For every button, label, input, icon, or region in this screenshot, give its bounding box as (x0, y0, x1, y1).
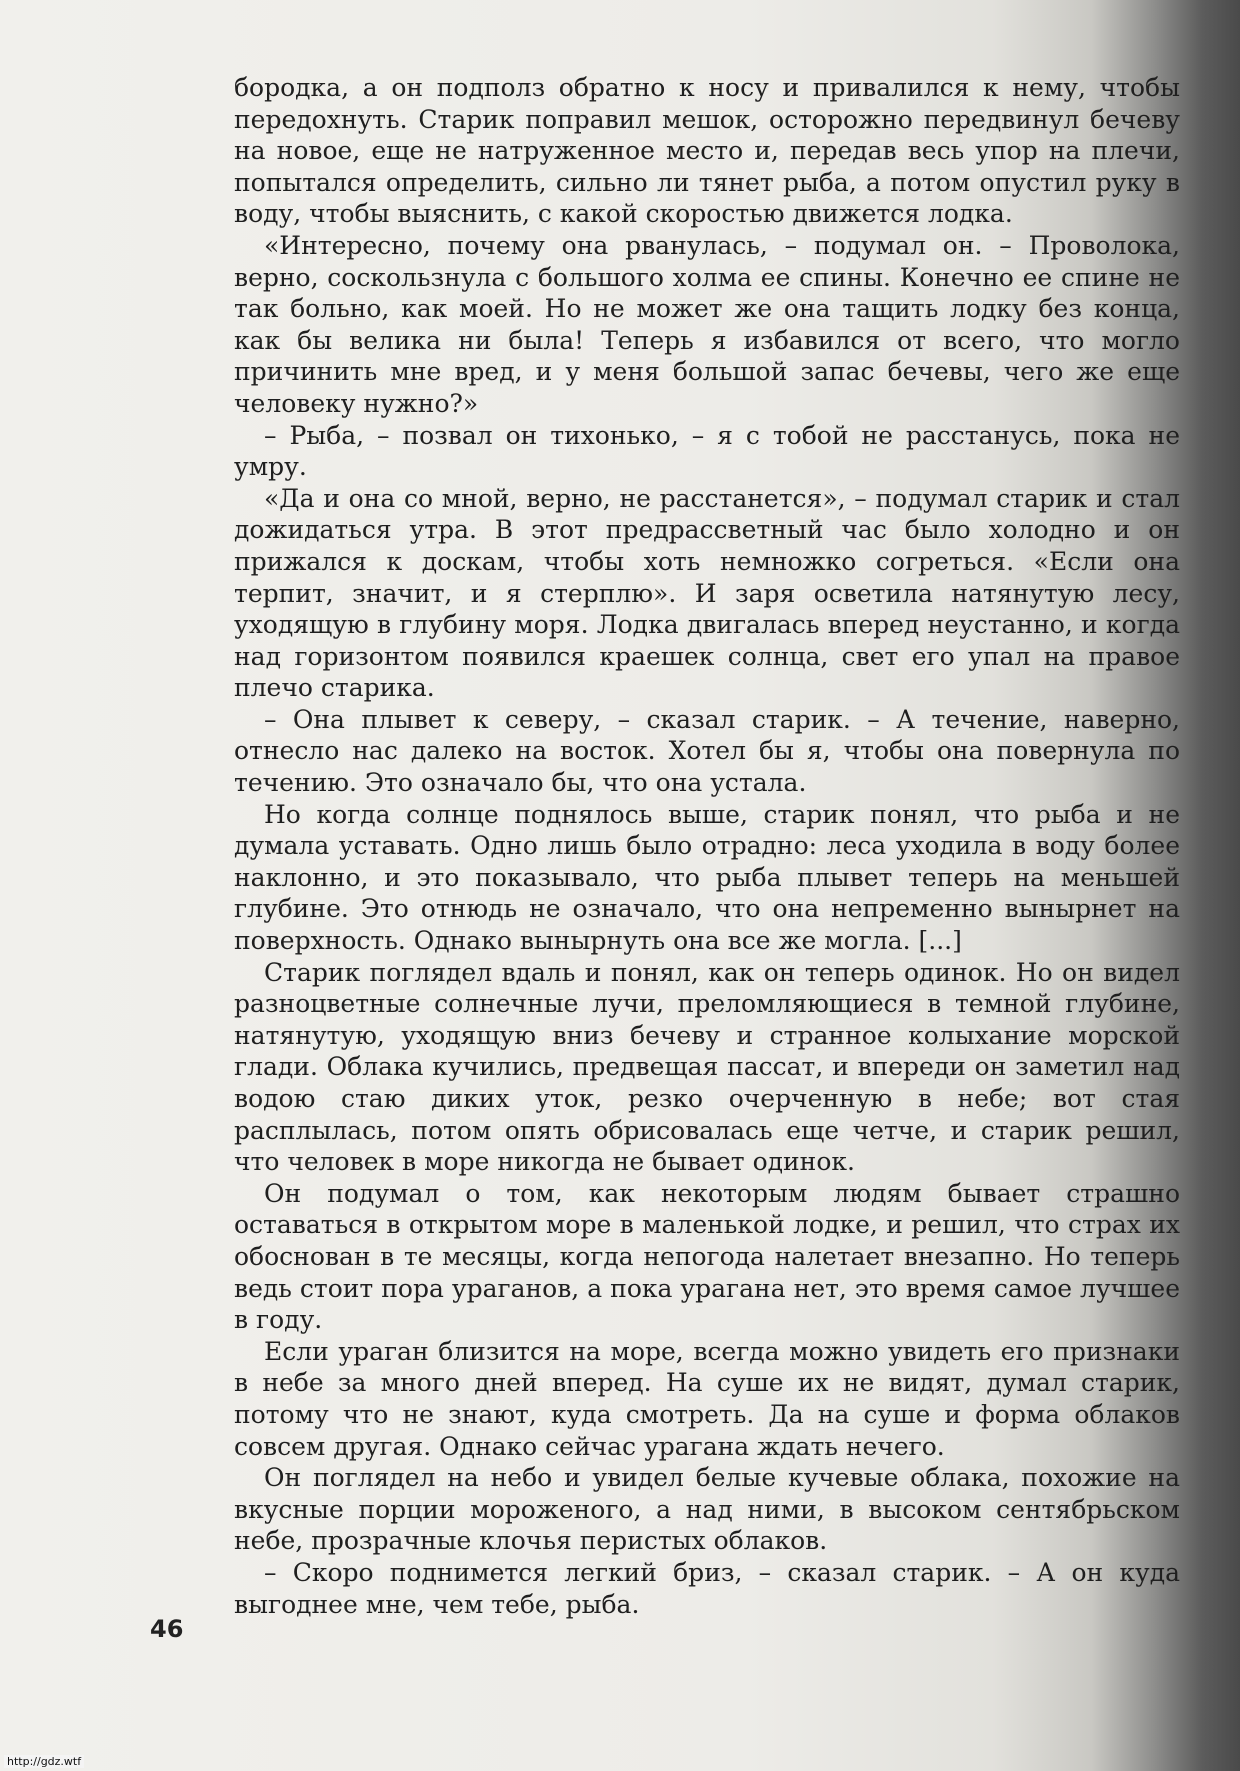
paragraph-4: «Да и она со мной, верно, не расстанется», – подумал старик и стал дожидаться утра. В этот предрассветный час было холодно и он прижался к доскам, чтобы хоть немножко согреться. «Если она терпит, значит, и я стерплю». И заря осветила натянутую лесу, уходящую в глубину моря. Лодка двигалась вперед неустанно, и когда над горизонтом появился краешек солнца, свет его упал на правое плечо старика. (234, 483, 1180, 703)
page-body-text (234, 72, 1180, 1620)
page-number: 46 (150, 1615, 184, 1643)
paragraph-6: Но когда солнце поднялось выше, старик понял, что рыба и не думала уставать. Одно лишь было отрадно: леса уходила в воду более наклонно, и это показывало, что рыба плывет теперь на меньшей глубине. Это отнюдь не означало, что она непременно вынырнет на поверхность. Однако вынырнуть она все же могла. [...] (234, 799, 1180, 956)
paragraph-5: – Она плывет к северу, – сказал старик. – А течение, наверно, отнесло нас далеко на восток. Хотел бы я, чтобы она повернула по течению. Это означало бы, что она устала. (234, 704, 1180, 798)
paragraph-2: «Интересно, почему она рванулась, – подумал он. – Проволока, верно, соскользнула с большого холма ее спины. Конечно ее спине не так больно, как моей. Но не может же она тащить лодку без конца, как бы велика ни была! Теперь я избавился от всего, что могло причинить мне вред, и у меня большой запас бечевы, чего же еще человеку нужно?» (234, 230, 1180, 418)
paragraph-7: Старик поглядел вдаль и понял, как он теперь одинок. Но он видел разноцветные солнечные лучи, преломляющиеся в темной глубине, натянутую, уходящую вниз бечеву и странное колыхание морской глади. Облака кучились, предвещая пассат, и впереди он заметил над водою стаю диких уток, резко очерченную в небе; вот стая расплылась, потом опять обрисовалась еще четче, и старик решил, что человек в море никогда не бывает одинок. (234, 957, 1180, 1177)
paragraph-8: Он подумал о том, как некоторым людям бывает страшно оставаться в открытом море в маленькой лодке, и решил, что страх их обоснован в те месяцы, когда непогода налетает внезапно. Но теперь ведь стоит пора ураганов, а пока урагана нет, это время самое лучшее в году. (234, 1178, 1180, 1335)
paragraph-11: – Скоро поднимется легкий бриз, – сказал старик. – А он куда выгоднее мне, чем тебе, рыба. (234, 1557, 1180, 1619)
paragraph-9: Если ураган близится на море, всегда можно увидеть его признаки в небе за много дней вперед. На суше их не видят, думал старик, потому что не знают, куда смотреть. Да на суше и форма облаков совсем другая. Однако сейчас урагана ждать нечего. (234, 1336, 1180, 1461)
paragraph-10: Он поглядел на небо и увидел белые кучевые облака, похожие на вкусные порции мороженого, а над ними, в высоком сентябрьском небе, прозрачные клочья перистых облаков. (234, 1463, 1180, 1556)
source-link[interactable]: http://gdz.wtf (4, 1755, 84, 1768)
paragraph-1: бородка, а он подполз обратно к носу и привалился к нему, чтобы передохнуть. Старик поправил мешок, осторожно передвинул бечеву на новое, еще не натруженное место и, передав весь упор на плечи, попытался определить, сильно ли тянет рыба, а потом опустил руку в воду, чтобы выяснить, с какой скоростью движется лодка. (234, 73, 1180, 229)
paragraph-3: – Рыба, – позвал он тихонько, – я с тобой не расстанусь, пока не умру. (234, 420, 1180, 482)
